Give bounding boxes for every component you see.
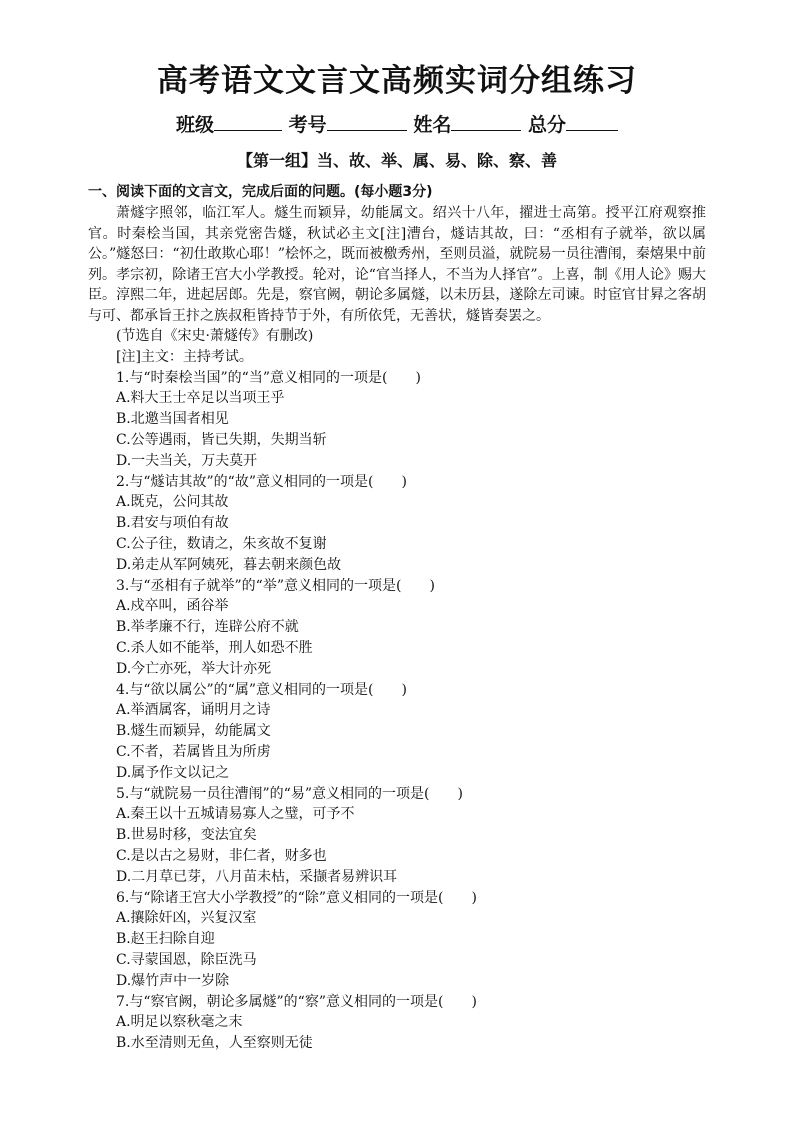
answer-option[interactable]: B.君安与项伯有故 [116,515,229,532]
answer-option[interactable]: A.攘除奸凶，兴复汉室 [116,910,257,927]
answer-option[interactable]: B.燧生而颖异，幼能属文 [116,723,271,740]
answer-option[interactable]: D.今亡亦死，举大计亦死 [116,660,272,677]
answer-option[interactable]: B.赵王扫除自迎 [116,931,215,948]
total-score-blank[interactable] [566,112,618,131]
answer-option[interactable]: B.水至清则无鱼，人至察则无徒 [116,1035,313,1052]
answer-option[interactable]: A.明足以察秋毫之末 [116,1014,243,1031]
class-blank[interactable] [214,112,282,131]
answer-option[interactable]: D.一夫当关，万夫莫开 [116,452,258,469]
passage-source: (节选自《宋史·萧燧传》有删改) [116,328,314,344]
answer-option[interactable]: C.寻蒙国恩，除臣洗马 [116,951,257,968]
question-stem: 6.与“除诸王宫大小学教授”的“除”意义相同的一项是( ) [116,889,477,906]
question-stem: 4.与“欲以属公”的“属”意义相同的一项是( ) [116,681,407,698]
passage-note: [注]主文：主持考试。 [116,348,253,365]
answer-option[interactable]: B.世易时移，变法宜矣 [116,827,257,844]
student-info-line [88,110,706,140]
answer-option[interactable]: B.北邀当国者相见 [116,411,229,428]
answer-option[interactable]: B.举孝廉不行，连辟公府不就 [116,619,299,636]
answer-option[interactable]: A.举酒属客，诵明月之诗 [116,702,271,719]
question-list [88,368,706,1054]
exam-number-blank[interactable] [327,112,407,131]
answer-option[interactable]: C.是以古之易财，非仁者，财多也 [116,847,327,864]
answer-option[interactable]: D.弟走从军阿姨死，暮去朝来颜色故 [116,556,342,573]
answer-option[interactable]: D.属予作文以记之 [116,764,230,781]
answer-option[interactable]: C.公子往，数请之，朱亥故不复谢 [116,535,327,552]
answer-option[interactable]: D.爆竹声中一岁除 [116,972,230,989]
answer-option[interactable]: A.戍卒叫，函谷举 [116,598,229,615]
question-stem: 7.与“察官阙，朝论多属燧”的“察”意义相同的一项是( ) [116,993,477,1010]
answer-option[interactable]: C.杀人如不能举，刑人如恐不胜 [116,639,313,656]
name-blank[interactable] [451,112,521,131]
class-label: 班级 [176,114,215,136]
answer-option[interactable]: C.公等遇雨，皆已失期，失期当斩 [116,431,327,448]
name-label: 姓名 [413,114,452,136]
exam-number-label: 考号 [288,114,327,136]
page-title: 高考语文文言文高频实词分组练习 [157,63,637,99]
group-title: 【第一组】当、故、举、属、易、除、察、善 [236,151,557,170]
answer-option[interactable]: A.既克，公问其故 [116,494,229,511]
answer-option[interactable]: C.不者，若属皆且为所虏 [116,743,271,760]
answer-option[interactable]: D.二月草已芽，八月苗未枯，采撷者易辨识耳 [116,868,398,885]
question-stem: 1.与“时秦桧当国”的“当”意义相同的一项是( ) [116,369,421,386]
answer-option[interactable]: A.料大王士卒足以当项王乎 [116,390,285,407]
passage-text: 萧燧字照邻，临江军人。燧生而颖异，幼能属文。绍兴十八年，擢进士高第。授平江府观察推官。时秦桧当国，其亲党密告燧，秋试必主文[注]漕台，燧诘其故，曰：“丞相有子就举，欲以属公。”燧怒曰：“初仕敢欺心耶！”桧怀之，既而被檄秀州，至则员溢，就院易一员往漕闱，秦熺果中前列。孝宗初，除诸王宫大小学教授。轮对，论“官当择人，不当为人择官”。上喜，制《用人论》赐大臣。淳熙二年，进起居郎。先是，察官阙，朝论多属燧，以未历县，遂除左司谏。时宦官甘昪之客胡与可、都承旨王抃之族叔秬皆持节于外，有所依凭，无善状，燧皆奏罢之。 [88,205,706,324]
question-stem: 3.与“丞相有子就举”的“举”意义相同的一项是( ) [116,577,435,594]
question-stem: 2.与“燧诘其故”的“故”意义相同的一项是( ) [116,473,407,490]
section-heading: 一、阅读下面的文言文，完成后面的问题。(每小题3分) [88,184,433,200]
question-stem: 5.与“就院易一员往漕闱”的“易”意义相同的一项是( ) [116,785,463,802]
total-score-label: 总分 [527,114,566,136]
answer-option[interactable]: A.秦王以十五城请易寡人之璧，可予不 [116,806,355,823]
